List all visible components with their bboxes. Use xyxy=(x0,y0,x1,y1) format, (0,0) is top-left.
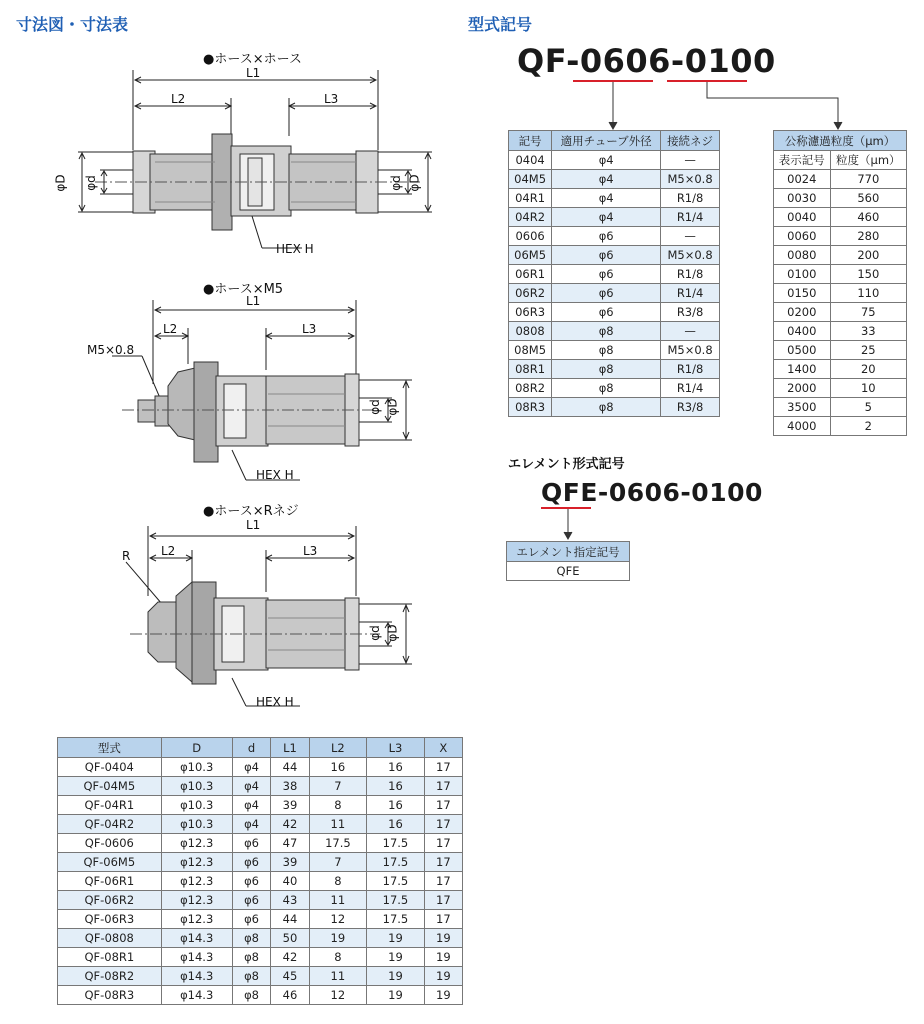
table-cell: 25 xyxy=(830,341,906,360)
table-cell: 44 xyxy=(271,910,309,929)
table-cell: 4000 xyxy=(774,417,831,436)
table-cell: φ6 xyxy=(232,853,271,872)
table-cell: 19 xyxy=(309,929,367,948)
table-row xyxy=(774,265,907,284)
table-cell: QF-08R1 xyxy=(58,948,162,967)
table-cell: 40 xyxy=(271,872,309,891)
table-cell: φ8 xyxy=(552,322,661,341)
diagram3-drawing xyxy=(0,516,460,716)
table-row xyxy=(509,227,720,246)
table-cell: QF-0404 xyxy=(58,758,162,777)
table-cell: φ4 xyxy=(552,208,661,227)
table-cell: 0200 xyxy=(774,303,831,322)
table-cell: — xyxy=(661,227,720,246)
diagram3-hex: HEX H xyxy=(256,695,294,709)
table-cell: φ14.3 xyxy=(161,929,232,948)
table-cell: QF-06M5 xyxy=(58,853,162,872)
table-row xyxy=(774,341,907,360)
table-cell: R3/8 xyxy=(661,398,720,417)
element-code-part1: QFE xyxy=(541,478,598,507)
table-cell: 19 xyxy=(367,986,425,1005)
table-cell: 7 xyxy=(309,777,367,796)
filter-title: 公称濾過粒度（μm） xyxy=(774,131,907,151)
table-cell: 39 xyxy=(271,796,309,815)
dimension-section-title: 寸法図・寸法表 xyxy=(16,15,129,34)
table-cell: 17 xyxy=(424,853,462,872)
table-cell: 10 xyxy=(830,379,906,398)
table-cell: QF-06R2 xyxy=(58,891,162,910)
table-row xyxy=(58,834,463,853)
table-cell: 19 xyxy=(424,929,462,948)
table-row xyxy=(509,208,720,227)
table-cell: φ4 xyxy=(232,815,271,834)
table-cell: QF-06R3 xyxy=(58,910,162,929)
table-cell: 0024 xyxy=(774,170,831,189)
model-code-part2: 0606 xyxy=(579,42,671,80)
table-cell: φ6 xyxy=(232,834,271,853)
table-cell: 460 xyxy=(830,208,906,227)
diagram1-L2: L2 xyxy=(171,92,186,106)
diagram1-title: ●ホース×ホース xyxy=(203,52,302,67)
model-code-part3: 0100 xyxy=(684,42,776,80)
element-code: QFE-0606-0100 xyxy=(541,478,763,507)
table-cell: 06R1 xyxy=(509,265,552,284)
table-cell: 2 xyxy=(830,417,906,436)
table-cell: QF-06R1 xyxy=(58,872,162,891)
table-row xyxy=(58,986,463,1005)
table-cell: φ14.3 xyxy=(161,986,232,1005)
table-cell: φ8 xyxy=(232,986,271,1005)
table-cell: 38 xyxy=(271,777,309,796)
table-cell: QF-0808 xyxy=(58,929,162,948)
table-cell: 17 xyxy=(424,834,462,853)
table-cell: 8 xyxy=(309,796,367,815)
table-cell: φ6 xyxy=(552,284,661,303)
table-cell: M5×0.8 xyxy=(661,246,720,265)
diagram1-L1: L1 xyxy=(246,66,261,80)
table-cell: 12 xyxy=(309,986,367,1005)
table-cell: φ12.3 xyxy=(161,891,232,910)
diagram3-d: φd xyxy=(367,625,382,641)
element-section-title: エレメント形式記号 xyxy=(508,457,625,472)
dimension-header: D xyxy=(161,738,232,758)
table-cell: φ4 xyxy=(232,796,271,815)
table-cell: 19 xyxy=(367,967,425,986)
table-cell: 50 xyxy=(271,929,309,948)
table-cell: R1/4 xyxy=(661,379,720,398)
table-cell: φ8 xyxy=(552,341,661,360)
filter-header: 表示記号 xyxy=(774,151,831,170)
table-cell: 17 xyxy=(424,777,462,796)
table-cell: φ6 xyxy=(552,227,661,246)
table-cell: 20 xyxy=(830,360,906,379)
diagram3-L2: L2 xyxy=(161,544,176,558)
table-row xyxy=(774,284,907,303)
table-cell: 0100 xyxy=(774,265,831,284)
table-cell: 8 xyxy=(309,872,367,891)
table-cell: 150 xyxy=(830,265,906,284)
table-cell: 0500 xyxy=(774,341,831,360)
element-value: QFE xyxy=(507,562,630,581)
diagram3-L1: L1 xyxy=(246,518,261,532)
diagram2-L1: L1 xyxy=(246,294,261,308)
tube-table xyxy=(508,130,720,417)
table-cell: 17.5 xyxy=(367,834,425,853)
table-row xyxy=(774,208,907,227)
table-cell: φ4 xyxy=(552,170,661,189)
table-row xyxy=(509,189,720,208)
table-cell: 43 xyxy=(271,891,309,910)
table-cell: 0606 xyxy=(509,227,552,246)
table-cell: 08R2 xyxy=(509,379,552,398)
table-cell: φ4 xyxy=(552,151,661,170)
diagram1-D-left: φD xyxy=(53,174,68,192)
table-cell: φ12.3 xyxy=(161,910,232,929)
table-cell: 17.5 xyxy=(367,891,425,910)
table-cell: φ10.3 xyxy=(161,815,232,834)
table-cell: 45 xyxy=(271,967,309,986)
table-cell: 11 xyxy=(309,815,367,834)
table-cell: φ6 xyxy=(232,891,271,910)
diagram2-hex: HEX H xyxy=(256,468,294,482)
table-row xyxy=(774,170,907,189)
table-cell: 42 xyxy=(271,815,309,834)
table-row xyxy=(509,151,720,170)
table-cell: φ6 xyxy=(552,246,661,265)
table-row xyxy=(58,777,463,796)
table-cell: φ14.3 xyxy=(161,967,232,986)
table-cell: φ10.3 xyxy=(161,758,232,777)
table-cell: QF-0606 xyxy=(58,834,162,853)
table-cell: 08R3 xyxy=(509,398,552,417)
table-cell: 08M5 xyxy=(509,341,552,360)
table-row xyxy=(509,398,720,417)
table-cell: 0150 xyxy=(774,284,831,303)
table-cell: 0040 xyxy=(774,208,831,227)
table-cell: M5×0.8 xyxy=(661,170,720,189)
tube-header: 記号 xyxy=(509,131,552,151)
diagram2-L3: L3 xyxy=(302,322,317,336)
table-cell: 42 xyxy=(271,948,309,967)
filter-table xyxy=(773,130,907,436)
dimension-header: X xyxy=(424,738,462,758)
table-cell: φ8 xyxy=(552,360,661,379)
table-cell: φ10.3 xyxy=(161,796,232,815)
table-cell: 19 xyxy=(367,948,425,967)
dimension-header: 型式 xyxy=(58,738,162,758)
table-cell: R3/8 xyxy=(661,303,720,322)
table-cell: 04R1 xyxy=(509,189,552,208)
table-cell: 04M5 xyxy=(509,170,552,189)
table-row xyxy=(509,379,720,398)
table-row xyxy=(774,360,907,379)
table-cell: 16 xyxy=(367,796,425,815)
diagram2-L2: L2 xyxy=(163,322,178,336)
diagram3-L3: L3 xyxy=(303,544,318,558)
table-cell: 0060 xyxy=(774,227,831,246)
diagram1-drawing xyxy=(0,66,460,266)
dimension-header: L3 xyxy=(367,738,425,758)
table-cell: φ12.3 xyxy=(161,872,232,891)
table-row xyxy=(509,265,720,284)
element-arrow xyxy=(560,508,580,542)
table-cell: 17 xyxy=(424,758,462,777)
table-cell: R1/8 xyxy=(661,360,720,379)
table-row xyxy=(509,360,720,379)
diagram1-d-right: φd xyxy=(388,175,403,191)
diagram3-title: ●ホース×Rネジ xyxy=(203,504,299,519)
table-cell: 0030 xyxy=(774,189,831,208)
table-cell: 16 xyxy=(367,815,425,834)
table-cell: R1/4 xyxy=(661,208,720,227)
table-cell: 11 xyxy=(309,891,367,910)
table-cell: 280 xyxy=(830,227,906,246)
table-cell: 17 xyxy=(424,910,462,929)
table-cell: 110 xyxy=(830,284,906,303)
table-row xyxy=(58,815,463,834)
table-row xyxy=(774,246,907,265)
filter-header: 粒度（μm） xyxy=(830,151,906,170)
table-cell: φ8 xyxy=(232,967,271,986)
table-cell: 8 xyxy=(309,948,367,967)
table-cell: 04R2 xyxy=(509,208,552,227)
diagram3-D: φD xyxy=(385,624,400,642)
table-cell: QF-08R3 xyxy=(58,986,162,1005)
element-code-part3: 0100 xyxy=(691,478,763,507)
table-row xyxy=(774,398,907,417)
table-cell: φ14.3 xyxy=(161,948,232,967)
diagram3-thread: R xyxy=(122,549,131,563)
element-header: エレメント指定記号 xyxy=(507,542,630,562)
table-cell: φ6 xyxy=(552,303,661,322)
table-cell: φ8 xyxy=(552,379,661,398)
table-cell: φ6 xyxy=(232,872,271,891)
table-cell: φ4 xyxy=(232,777,271,796)
table-cell: 2000 xyxy=(774,379,831,398)
table-row xyxy=(774,417,907,436)
diagram2-thread: M5×0.8 xyxy=(87,343,135,357)
table-cell: 17.5 xyxy=(367,853,425,872)
table-cell: QF-08R2 xyxy=(58,967,162,986)
table-row xyxy=(774,189,907,208)
table-row xyxy=(509,246,720,265)
table-row xyxy=(58,796,463,815)
table-cell: 7 xyxy=(309,853,367,872)
table-row xyxy=(509,322,720,341)
table-cell: 3500 xyxy=(774,398,831,417)
element-table xyxy=(506,541,630,581)
table-cell: 0080 xyxy=(774,246,831,265)
table-cell: φ8 xyxy=(232,929,271,948)
table-cell: 560 xyxy=(830,189,906,208)
table-cell: 39 xyxy=(271,853,309,872)
element-code-part2: 0606 xyxy=(608,478,681,507)
model-code-part1: QF xyxy=(517,42,567,80)
model-code: QF-0606-0100 xyxy=(517,42,776,80)
table-cell: 17 xyxy=(424,796,462,815)
table-cell: φ8 xyxy=(232,948,271,967)
table-cell: φ8 xyxy=(552,398,661,417)
model-section-title: 型式記号 xyxy=(468,15,533,34)
table-cell: 0404 xyxy=(509,151,552,170)
table-row xyxy=(58,929,463,948)
table-cell: 47 xyxy=(271,834,309,853)
table-cell: R1/8 xyxy=(661,189,720,208)
table-cell: QF-04M5 xyxy=(58,777,162,796)
tube-header: 適用チューブ外径 xyxy=(552,131,661,151)
table-cell: 11 xyxy=(309,967,367,986)
dimension-header: d xyxy=(232,738,271,758)
table-cell: 19 xyxy=(424,948,462,967)
table-cell: 1400 xyxy=(774,360,831,379)
table-cell: 19 xyxy=(424,967,462,986)
table-cell: — xyxy=(661,322,720,341)
table-row xyxy=(58,910,463,929)
tube-header: 接続ネジ xyxy=(661,131,720,151)
table-row xyxy=(509,341,720,360)
table-cell: φ6 xyxy=(552,265,661,284)
table-cell: 46 xyxy=(271,986,309,1005)
table-cell: 0400 xyxy=(774,322,831,341)
table-cell: φ10.3 xyxy=(161,777,232,796)
diagram2-d: φd xyxy=(367,399,382,415)
table-cell: 17 xyxy=(424,872,462,891)
table-row xyxy=(58,891,463,910)
table-cell: 75 xyxy=(830,303,906,322)
diagram1-L3: L3 xyxy=(324,92,339,106)
diagram2-title: ●ホース×M5 xyxy=(203,282,284,297)
dimension-table xyxy=(57,737,463,1005)
table-cell: φ4 xyxy=(232,758,271,777)
table-row xyxy=(774,379,907,398)
table-cell: — xyxy=(661,151,720,170)
table-row xyxy=(774,227,907,246)
table-cell: 06R3 xyxy=(509,303,552,322)
table-cell: 5 xyxy=(830,398,906,417)
table-cell: 200 xyxy=(830,246,906,265)
table-row xyxy=(509,170,720,189)
table-cell: φ6 xyxy=(232,910,271,929)
table-row xyxy=(58,758,463,777)
dimension-header: L1 xyxy=(271,738,309,758)
table-cell: 44 xyxy=(271,758,309,777)
table-cell: 06M5 xyxy=(509,246,552,265)
table-cell: M5×0.8 xyxy=(661,341,720,360)
table-cell: 08R1 xyxy=(509,360,552,379)
table-cell: 17 xyxy=(424,815,462,834)
table-cell: 06R2 xyxy=(509,284,552,303)
table-cell: 16 xyxy=(309,758,367,777)
table-cell: QF-04R1 xyxy=(58,796,162,815)
diagram1-d-left: φd xyxy=(83,175,98,191)
table-cell: 17.5 xyxy=(367,872,425,891)
diagram1-hex: HEX H xyxy=(276,242,314,256)
table-cell: 770 xyxy=(830,170,906,189)
dimension-header: L2 xyxy=(309,738,367,758)
table-cell: QF-04R2 xyxy=(58,815,162,834)
table-cell: 17.5 xyxy=(309,834,367,853)
table-row xyxy=(58,967,463,986)
table-cell: 19 xyxy=(367,929,425,948)
table-row xyxy=(58,872,463,891)
table-cell: 17.5 xyxy=(367,910,425,929)
table-cell: 12 xyxy=(309,910,367,929)
table-cell: R1/8 xyxy=(661,265,720,284)
table-cell: 33 xyxy=(830,322,906,341)
table-cell: 19 xyxy=(424,986,462,1005)
table-row xyxy=(774,303,907,322)
table-row xyxy=(509,284,720,303)
table-cell: 17 xyxy=(424,891,462,910)
diagram1-D-right: φD xyxy=(407,174,422,192)
table-row xyxy=(509,303,720,322)
table-cell: 16 xyxy=(367,758,425,777)
table-row xyxy=(58,948,463,967)
table-cell: φ4 xyxy=(552,189,661,208)
diagram2-D: φD xyxy=(385,398,400,416)
table-cell: 0808 xyxy=(509,322,552,341)
table-row xyxy=(774,322,907,341)
table-cell: φ12.3 xyxy=(161,853,232,872)
table-row xyxy=(58,853,463,872)
diagram2-drawing xyxy=(0,292,460,482)
table-cell: 16 xyxy=(367,777,425,796)
table-cell: φ12.3 xyxy=(161,834,232,853)
table-cell: R1/4 xyxy=(661,284,720,303)
